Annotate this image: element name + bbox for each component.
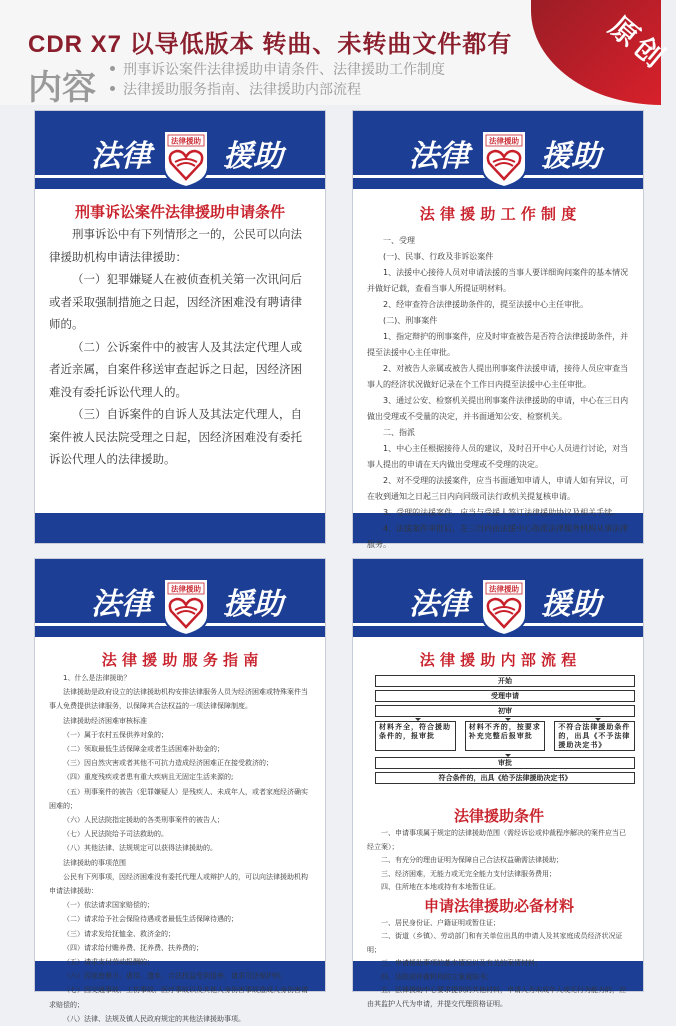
panel-body bbox=[49, 671, 313, 1026]
paragraph: 一、受理 bbox=[383, 236, 415, 245]
banner-left: 法律 bbox=[409, 587, 469, 622]
material-item: 五、法律援助中心要求提供的其他材料，申请人为未成年人或无行为能力的，应由其监护人代为申请，并提交代理资格证明。 bbox=[367, 986, 626, 1008]
paragraph: （三）自诉案件的自诉人及其法定代理人，自案件被人民法院受理之日起，因经济困难没有委托诉讼代理人的法律援助。 bbox=[49, 407, 302, 466]
content-item-text: 法律援助服务指南、法律援助内部流程 bbox=[123, 82, 361, 98]
paragraph: （二）领取最低生活保障金或者生活困难补助金的； bbox=[63, 745, 224, 754]
paragraph: 3、受理的法援案件，应当与受援人签订法律援助协议及相关手续。 bbox=[383, 508, 621, 517]
flow-approve bbox=[375, 757, 635, 769]
flow-branch-text: 材料齐全，符合援助条件的，报审批 bbox=[379, 723, 451, 740]
paragraph: （五）刑事案件的被告（犯罪嫌疑人）是残疾人、未成年人，或者家庭经济确实困难的； bbox=[49, 787, 308, 810]
arrow-down-icon bbox=[505, 718, 511, 721]
paragraph: （六）因家庭暴力、虐待、遗弃，合法权益受到侵害，请求司法保护的； bbox=[63, 972, 287, 981]
paragraph: 1、法援中心接待人员对申请法援的当事人要详细询问案件的基本情况并做好记载，查看当事人所提证明材料。 bbox=[367, 268, 629, 293]
paragraph: （二）请求给予社会保险待遇或者最低生活保障待遇的； bbox=[63, 915, 238, 924]
content-list bbox=[110, 60, 445, 100]
panel-internal-process bbox=[352, 558, 644, 1008]
paragraph: （五）请求支付劳动报酬的； bbox=[63, 958, 154, 967]
flow-issue: 符合条件的，出具《给予法律援助决定书》 bbox=[375, 772, 635, 784]
svg-text:法律援助: 法律援助 bbox=[489, 136, 519, 146]
paragraph: （三）因自然灾害或者其他不可抗力造成经济困难正在接受救济的； bbox=[63, 759, 273, 768]
material-item: 二、街道（乡镇）、劳动部门和有关单位出具的申请人及其家庭成员经济状况证明； bbox=[367, 932, 623, 954]
paragraph: 公民有下列事项，因经济困难没有委托代理人或辩护人的，可以向法律援助机构申请法律援助： bbox=[49, 872, 308, 896]
svg-text:法律援助: 法律援助 bbox=[171, 136, 201, 146]
condition-item: 三、经济困难，无能力或无完全能力支付法律服务费用； bbox=[381, 869, 556, 878]
flow-accept: 受理申请 bbox=[375, 690, 635, 702]
paragraph: （二）公诉案件中的被害人及其法定代理人或者近亲属，自案件移送审查起诉之日起，因经济困难没有委托诉讼代理人的。 bbox=[49, 339, 302, 399]
svg-text:法律援助: 法律援助 bbox=[171, 584, 201, 594]
paragraph: 1、中心主任根据接待人员的建议，及时召开中心人员进行讨论，对当事人提出的申请在天内做出受理或不受理的决定。 bbox=[367, 444, 629, 469]
flow-branch bbox=[554, 721, 635, 751]
flow-initial-review: 初审 bbox=[375, 705, 635, 717]
panel-work-rules bbox=[352, 110, 644, 549]
banner-right: 援助 bbox=[223, 587, 283, 622]
paragraph: (二)、刑事案件 bbox=[383, 316, 438, 325]
panel-body bbox=[49, 223, 313, 471]
panel-title: 法 律 援 助 工 作 制 度 bbox=[419, 205, 577, 223]
legal-aid-shield-icon bbox=[161, 577, 211, 637]
top-header bbox=[0, 0, 674, 108]
panel-title: 法 律 援 助 服 务 指 南 bbox=[101, 651, 259, 669]
header-title: CDR X7 以导低版本 转曲、未转曲文件都有 bbox=[28, 31, 513, 58]
paragraph: （七）因交通事故、工伤事故、医疗事故以及其他人身伤害事故造成人身伤害请求赔偿的； bbox=[49, 986, 308, 1009]
process-flowchart bbox=[375, 675, 635, 787]
panel-footer bbox=[35, 513, 325, 543]
flow-branch bbox=[465, 721, 546, 751]
flow-branch-text: 材料不齐的，按要求补充完整后报审批 bbox=[468, 723, 541, 740]
paragraph: 4、法援案件审批后，在三日内由法援中心指派法律服务机构从事法律服务。 bbox=[367, 524, 629, 549]
material-item: 一、居民身份证、户籍证明或暂住证； bbox=[381, 918, 500, 927]
paragraph: 2、经审查符合法律援助条件的，提至法援中心主任审批。 bbox=[383, 300, 589, 309]
condition-item: 二、有充分的理由证明为保障自己合法权益确需法律援助； bbox=[381, 856, 563, 864]
legal-aid-shield-icon bbox=[479, 129, 529, 189]
flow-branch bbox=[375, 721, 456, 751]
flow-start: 开始 bbox=[375, 675, 635, 687]
arrow-down-icon bbox=[415, 718, 421, 721]
content-item bbox=[110, 60, 445, 80]
legal-aid-shield-icon bbox=[479, 577, 529, 637]
panel-body bbox=[367, 233, 631, 553]
paragraph: （七）人民法院给予司法救助的。 bbox=[63, 830, 168, 839]
arrow-down-icon bbox=[595, 718, 601, 721]
panel-banner bbox=[35, 559, 325, 637]
paragraph: 法律援助是政府设立的法律援助机构安排法律服务人员为经济困难或特殊案件当事人免费提供法律服务，以保障其合法权益的一项法律保障制度。 bbox=[49, 688, 308, 711]
svg-text:法律援助: 法律援助 bbox=[489, 584, 519, 594]
paragraph: 法律援助经济困难审核标准 bbox=[63, 716, 147, 725]
paragraph: 3、通过公安、检察机关提出刑事案件法律援助的申请，中心在三日内做出受理或不受量的决定，并书面通知公安、检察机关。 bbox=[367, 396, 629, 421]
banner-right: 援助 bbox=[541, 587, 601, 622]
paragraph: 法律援助的事项范围 bbox=[63, 858, 126, 867]
paragraph: （四）重度残疾或者患有重大疾病且无固定生活来源的; bbox=[63, 773, 234, 782]
panel-service-guide bbox=[34, 558, 326, 1023]
original-ribbon bbox=[531, 0, 674, 105]
banner-right: 援助 bbox=[541, 139, 601, 174]
bullet-icon bbox=[110, 66, 115, 71]
condition-item: 四、住所地在本地或持有本地暂住证。 bbox=[381, 883, 500, 891]
paragraph: 2、对被告人亲属或被告人提出刑事案件法援申请，接待人员应审查当事人的经济状况做好记录在个工作日内提至法援中心主任审批。 bbox=[367, 364, 629, 389]
paragraph: 2、对不受理的法援案件，应当书面通知申请人，申请人如有异议，可在收到通知之日起三日内向同级司法行政机关提复核申请。 bbox=[367, 476, 629, 501]
material-item: 四、法院或仲裁机构的立案通知书； bbox=[381, 972, 493, 981]
paragraph: 1、什么是法律援助？ bbox=[63, 674, 131, 682]
panel-banner bbox=[35, 111, 325, 189]
paragraph: 二、指派 bbox=[383, 428, 415, 437]
paragraph: （一）犯罪嫌疑人在被侦查机关第一次讯问后或者采取强制措施之日起，因经济困难没有聘请律师的。 bbox=[49, 272, 302, 331]
material-item: 三、申请援助事项的基本情况以及有关的案情材料； bbox=[381, 959, 542, 967]
panel-title: 刑事诉讼案件法律援助申请条件 bbox=[74, 203, 285, 221]
content-label: 内容 bbox=[28, 68, 96, 108]
panel-banner bbox=[353, 559, 643, 637]
paragraph: （六）人民法院指定援助的各类刑事案件的被告人； bbox=[63, 816, 224, 825]
section-title: 申请法律援助必备材料 bbox=[423, 896, 574, 915]
content-item bbox=[110, 80, 445, 100]
flow-branch-text: 不符合法律援助条件的，出具《不予法律援助决定书》 bbox=[558, 723, 631, 749]
paragraph: (一)、民事、行政及非诉讼案件 bbox=[383, 252, 494, 261]
banner-left: 法律 bbox=[91, 587, 151, 622]
banner-right: 援助 bbox=[223, 139, 283, 174]
banner-left: 法律 bbox=[91, 139, 151, 174]
banner-left: 法律 bbox=[409, 139, 469, 174]
paragraph: 刑事诉讼中有下列情形之一的，公民可以向法律援助机构申请法律援助： bbox=[49, 227, 302, 264]
condition-item: 一、申请事项属于规定的法律援助范围（需经诉讼或仲裁程序解决的案件应当已经立案）； bbox=[367, 829, 626, 851]
flow-approve-text: 审批 bbox=[498, 759, 512, 767]
corner-text: 原创 bbox=[602, 9, 674, 77]
panel-criminal-conditions bbox=[34, 110, 326, 544]
paragraph: （四）请求给付赡养费、抚养费、扶养费的； bbox=[63, 943, 203, 952]
panel-title: 法 律 援 助 内 部 流 程 bbox=[419, 651, 577, 669]
paragraph: （一）属于农村五保供养对象的； bbox=[63, 730, 168, 739]
section-title: 法律援助条件 bbox=[453, 807, 544, 825]
paragraph: （一）依法请求国家赔偿的； bbox=[63, 901, 154, 910]
arrow-down-icon bbox=[505, 754, 511, 757]
paragraph: （三）请求发给抚恤金、救济金的； bbox=[63, 929, 175, 938]
paragraph: （八）法律、法规及镇人民政府规定的其他法律援助事项。 bbox=[63, 1014, 245, 1023]
bullet-icon bbox=[110, 86, 115, 91]
panel-banner bbox=[353, 111, 643, 189]
legal-aid-shield-icon bbox=[161, 129, 211, 189]
paragraph: 1、指定辩护的刑事案件，应及时审查被告是否符合法律援助条件，并提至法援中心主任审批。 bbox=[367, 332, 629, 357]
panel-body bbox=[367, 805, 631, 1011]
paragraph: （八）其他法律、法规规定可以获得法律援助的。 bbox=[63, 844, 217, 853]
content-item-text: 刑事诉讼案件法律援助申请条件、法律援助工作制度 bbox=[123, 62, 445, 78]
